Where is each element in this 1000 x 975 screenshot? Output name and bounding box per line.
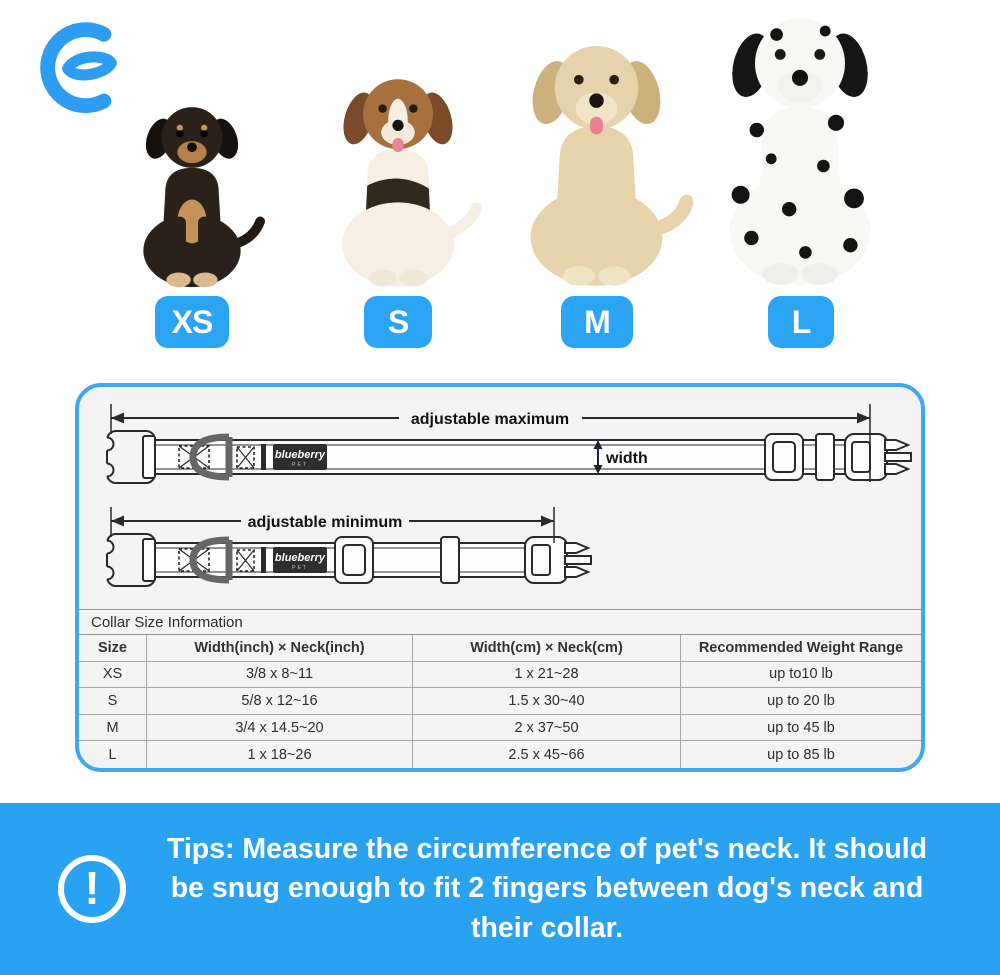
table-cell: S (79, 688, 146, 715)
table-cell: 2 x 37~50 (412, 715, 680, 742)
size-badge-l: L (768, 296, 834, 348)
col-header-inch: Width(inch) × Neck(inch) (146, 635, 412, 662)
table-cell: up to 20 lb (680, 688, 921, 715)
table-cell: 2.5 x 45~66 (412, 741, 680, 768)
table-title: Collar Size Information (79, 609, 921, 635)
collar-size-table (79, 635, 921, 768)
table-cell: 3/8 x 8~11 (146, 662, 412, 689)
adjustable-minimum-label: adjustable minimum (247, 514, 403, 531)
col-header-size: Size (79, 635, 146, 662)
brand-tag-subtext: PET (292, 462, 308, 468)
table-cell: 1 x 21~28 (412, 662, 680, 689)
table-cell: M (79, 715, 146, 742)
size-badge-xs: XS (155, 296, 229, 348)
dog-photo-l-dalmatian (692, 4, 908, 292)
brand-tag-text: blueberry (274, 552, 326, 564)
brand-tag-subtext: PET (292, 565, 308, 571)
table-cell: 1.5 x 30~40 (412, 688, 680, 715)
size-badge-s: S (364, 296, 432, 348)
col-header-weight: Recommended Weight Range (680, 635, 921, 662)
table-cell: XS (79, 662, 146, 689)
dog-photo-xs-puppy (119, 97, 265, 292)
table-cell: 1 x 18~26 (146, 741, 412, 768)
exclamation-circle-icon (58, 855, 126, 923)
collar-info-panel (75, 383, 925, 772)
size-badge-m: M (561, 296, 633, 348)
tips-text: Tips: Measure the circumference of pet's neck. It should be snug enough to fit 2 fingers between dog's neck and their collar. (166, 833, 928, 944)
dog-photo-m-golden-retriever (500, 34, 693, 292)
dog-photo-s-beagle (314, 67, 482, 292)
brand-tag-text: blueberry (274, 449, 326, 461)
brand-e-logo-icon (26, 12, 128, 120)
collar-diagram (79, 387, 921, 609)
col-header-cm: Width(cm) × Neck(cm) (412, 635, 680, 662)
table-cell: 3/4 x 14.5~20 (146, 715, 412, 742)
table-cell: up to 85 lb (680, 741, 921, 768)
table-cell: 5/8 x 12~16 (146, 688, 412, 715)
width-annotation: width (606, 450, 648, 467)
tips-banner (0, 803, 1000, 975)
table-cell: L (108, 746, 117, 763)
table-cell: up to 45 lb (680, 715, 921, 742)
table-cell: up to10 lb (680, 662, 921, 689)
adjustable-maximum-label: adjustable maximum (410, 411, 570, 428)
